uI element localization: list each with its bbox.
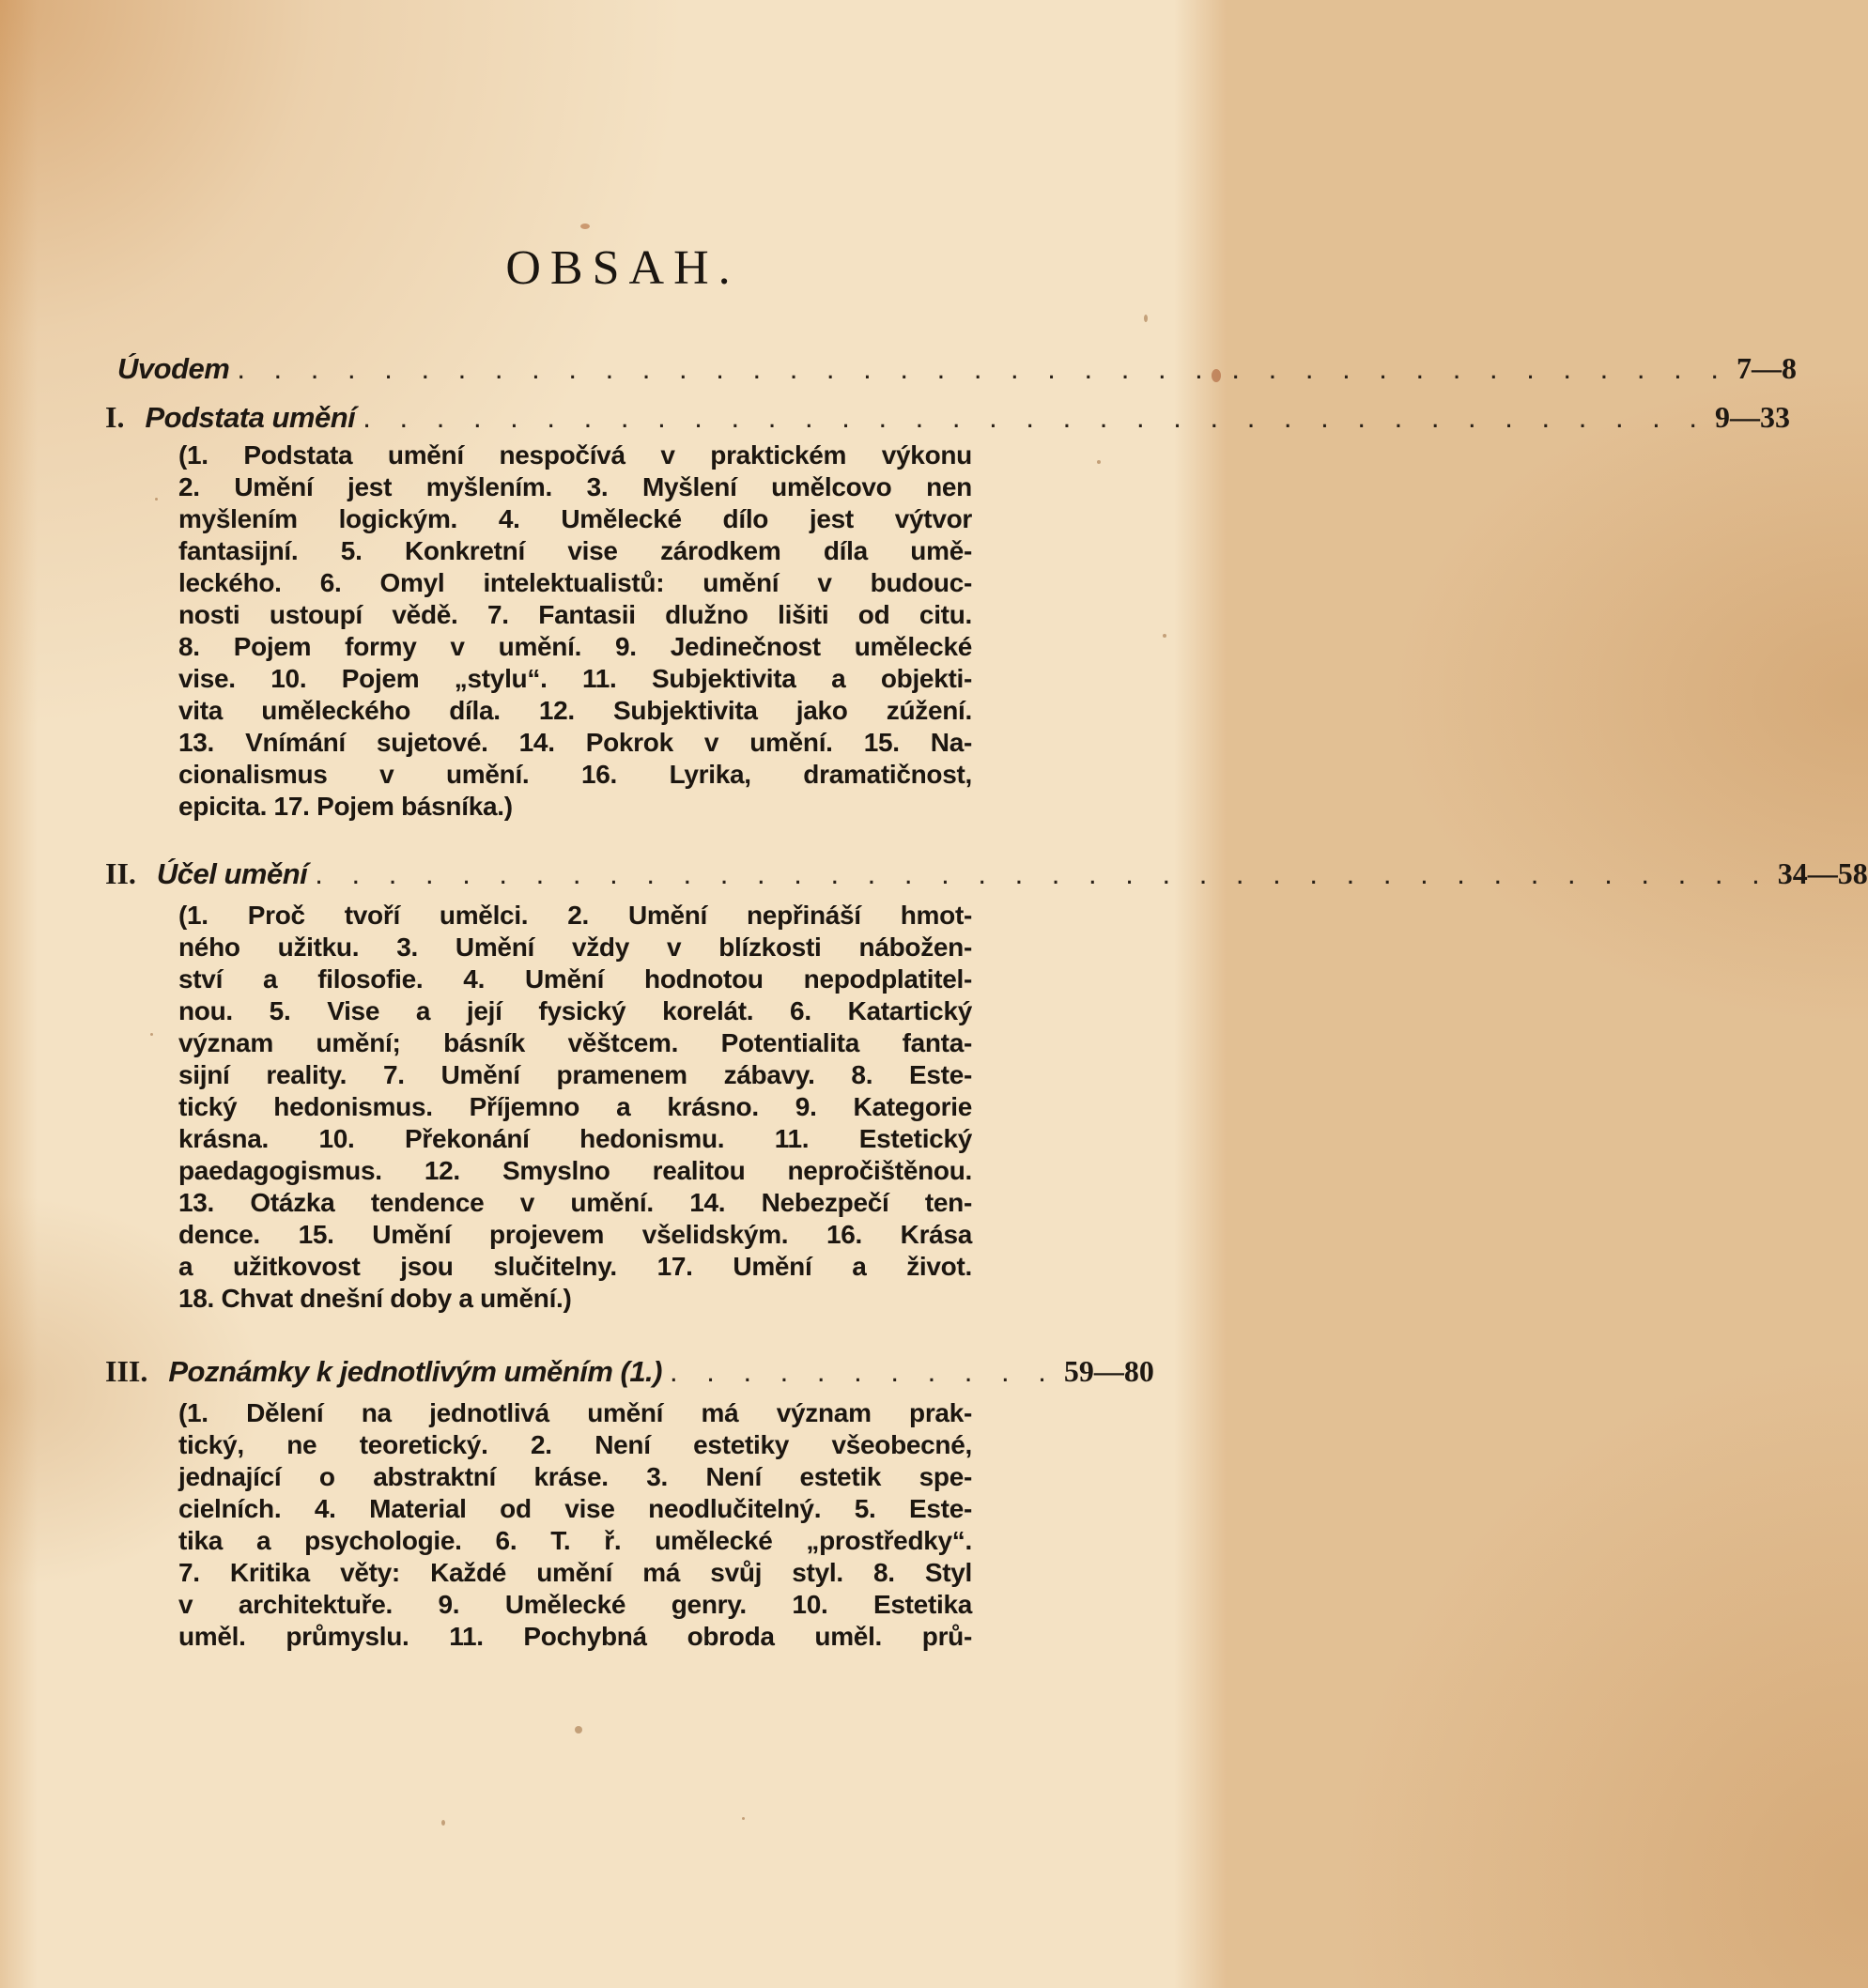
paper-speck <box>580 223 590 229</box>
paper-speck <box>1144 315 1148 322</box>
section-number: I. <box>105 400 125 434</box>
description-line: (1. Podstata umění nespočívá v praktickém výkonu <box>178 440 972 470</box>
description-line: jednající o abstraktní kráse. 3. Není estetik spe- <box>178 1462 972 1491</box>
description-line: tický hedonismus. Příjemno a krásno. 9. Kategorie <box>178 1092 972 1121</box>
description-line: dence. 15. Umění projevem všelidským. 16. Krása <box>178 1220 972 1249</box>
description-line: uměl. průmyslu. 11. Pochybná obroda uměl. prů- <box>178 1622 972 1651</box>
toc-entry-title: Poznámky k jednotlivým uměním (1.) <box>168 1355 662 1388</box>
toc-entry-title: Účel umění <box>156 857 308 890</box>
description-line: cionalismus v umění. 16. Lyrika, dramatičnost, <box>178 760 972 789</box>
description-line: 7. Kritika věty: Každé umění má svůj styl. 8. Styl <box>178 1558 972 1587</box>
toc-entry-pages: 34—58 <box>1777 856 1868 890</box>
description-line: (1. Dělení na jednotlivá umění má význam prak- <box>178 1398 972 1427</box>
paper-speck <box>150 1033 153 1036</box>
page-title: OBSAH. <box>505 241 740 295</box>
description-line: epicita. 17. Pojem básníka.) <box>178 792 513 821</box>
description-line: v architektuře. 9. Umělecké genry. 10. Estetika <box>178 1590 972 1619</box>
toc-entry-pages: 59—80 <box>1063 1354 1154 1388</box>
toc-entry-section-3 <box>105 1352 1154 1390</box>
description-line: cielních. 4. Material od vise neodlučitelný. 5. Este- <box>178 1494 972 1523</box>
toc-entry-section-1 <box>105 398 1791 436</box>
description-line: myšlením logickým. 4. Umělecké dílo jest výtvor <box>178 504 972 533</box>
dot-leader: . . . . . . . . . . . <box>670 1355 1057 1388</box>
toc-entry-pages: 9—33 <box>1715 400 1791 434</box>
dot-leader: . . . . . . . . . . . . . . . . . . . . . . . . . . . . . . . . . . . . . <box>363 401 1708 434</box>
toc-entry-section-2 <box>105 855 1868 892</box>
dot-leader: . . . . . . . . . . . . . . . . . . . . . . . . . . . . . . . . . . . . . . . . <box>315 857 1770 890</box>
dot-leader: . . . . . . . . . . . . . . . . . . . . . . . . . . . . . . . . . . . . . . . . . <box>237 352 1729 385</box>
toc-entry-title: Podstata umění <box>145 401 356 434</box>
paper-speck <box>155 498 158 501</box>
toc-entry-intro <box>117 349 1797 387</box>
description-line: 2. Umění jest myšlením. 3. Myšlení umělcovo nen <box>178 472 972 501</box>
paper-speck <box>742 1817 745 1820</box>
paper-speck <box>441 1820 445 1826</box>
description-line: sijní reality. 7. Umění pramenem zábavy. 8. Este- <box>178 1060 972 1089</box>
paper-speck <box>575 1726 582 1734</box>
paper-speck <box>1163 634 1166 638</box>
description-line: leckého. 6. Omyl intelektualistů: umění v budouc- <box>178 568 972 597</box>
description-line: tický, ne teoretický. 2. Není estetiky všeobecné, <box>178 1430 972 1459</box>
description-line: ství a filosofie. 4. Umění hodnotou nepodplatitel- <box>178 964 972 994</box>
description-line: nosti ustoupí vědě. 7. Fantasii dlužno lišiti od citu. <box>178 600 972 629</box>
toc-entry-pages: 7—8 <box>1736 351 1797 385</box>
description-line: vise. 10. Pojem „stylu“. 11. Subjektivita a objekti- <box>178 664 972 693</box>
description-line: paedagogismus. 12. Smyslno realitou nepročištěnou. <box>178 1156 972 1185</box>
description-line: 13. Vnímání sujetové. 14. Pokrok v umění. 15. Na- <box>178 728 972 757</box>
description-line: (1. Proč tvoří umělci. 2. Umění nepřináší hmot- <box>178 901 972 930</box>
description-line: 13. Otázka tendence v umění. 14. Nebezpečí ten- <box>178 1188 972 1217</box>
description-line: ného užitku. 3. Umění vždy v blízkosti nábožen- <box>178 932 972 962</box>
description-line: a užitkovost jsou slučitelny. 17. Umění a život. <box>178 1252 972 1281</box>
section-number: III. <box>105 1354 148 1388</box>
toc-entry-title: Úvodem <box>117 352 230 385</box>
description-line: vita uměleckého díla. 12. Subjektivita jako zúžení. <box>178 696 972 725</box>
section-number: II. <box>105 856 136 890</box>
paper-speck <box>1097 460 1101 464</box>
description-line: nou. 5. Vise a její fysický korelát. 6. Katartický <box>178 996 972 1025</box>
description-line: 8. Pojem formy v umění. 9. Jedinečnost umělecké <box>178 632 972 661</box>
description-line: fantasijní. 5. Konkretní vise zárodkem díla umě- <box>178 536 972 565</box>
description-line: význam umění; básník věštcem. Potentialita fanta- <box>178 1028 972 1057</box>
description-line: tika a psychologie. 6. T. ř. umělecké „prostředky“. <box>178 1526 972 1555</box>
description-line: 18. Chvat dnešní doby a umění.) <box>178 1284 572 1313</box>
description-line: krásna. 10. Překonání hedonismu. 11. Estetický <box>178 1124 972 1153</box>
